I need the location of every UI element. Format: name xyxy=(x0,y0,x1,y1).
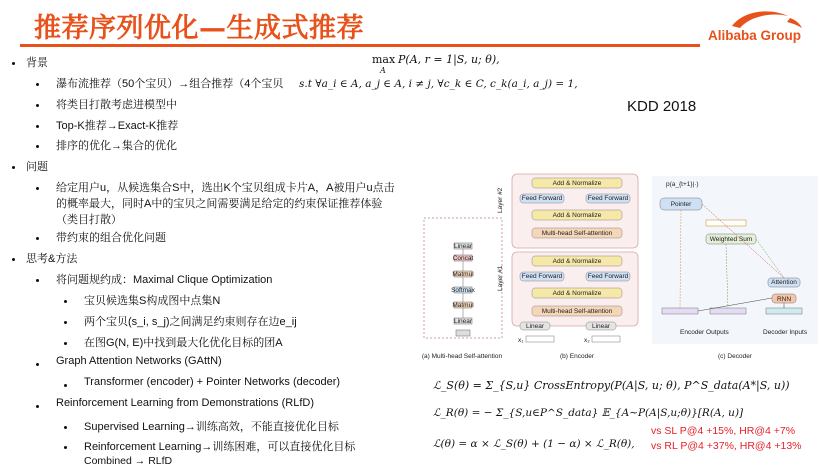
outline-item: Supervised Learning→训练高效，不能直接优化目标 xyxy=(84,421,339,433)
caption-c: (c) Decoder xyxy=(718,353,752,360)
encoder-output-vector xyxy=(662,308,698,314)
outline-item: Combined → RLfD xyxy=(84,455,173,467)
bullet-dot xyxy=(64,384,67,387)
formula-loss-r: ℒ_R(θ) = − Σ_{S,u∈P^S_data} 𝔼_{A∼P(A|S,u;θ)}[R(A, u)] xyxy=(433,407,744,419)
outline-item: 将问题规约成：Maximal Clique Optimization xyxy=(56,274,273,286)
slide-title: 推荐序列优化—生成式推荐 xyxy=(34,13,364,44)
bullet-dot xyxy=(64,426,67,429)
outline-item: 两个宝贝(s_i, s_j)之间满足约束则存在边e_ij xyxy=(84,316,297,328)
outline-item: 背景 xyxy=(26,57,48,69)
enc-block-label: Add & Normalize xyxy=(552,180,602,187)
attn-op-label: Softmax xyxy=(451,287,475,294)
enc-block-label: Feed Forward xyxy=(587,273,629,280)
bullet-dot xyxy=(36,187,39,190)
input-x2: x₂ xyxy=(584,337,590,344)
bullet-dot xyxy=(12,258,15,261)
attn-op-label: Linear xyxy=(453,243,473,250)
outline-item: Reinforcement Learning→训练困难，可以直接优化目标 xyxy=(84,441,356,453)
attention-diagram xyxy=(422,218,503,360)
weighted-sum-label: Weighted Sum xyxy=(709,236,753,243)
bullet-dot xyxy=(64,446,67,449)
attn-op-label: Concat xyxy=(452,255,474,262)
outline-item: Top-K推荐→Exact-K推荐 xyxy=(56,120,179,132)
outline-item: 宝贝候选集S构成图中点集N xyxy=(84,295,221,307)
input-x1: x₁ xyxy=(518,337,524,344)
attn-op-label: Matmul xyxy=(452,302,474,309)
enc-block-label: Add & Normalize xyxy=(552,290,602,297)
outline-item: 思考&方法 xyxy=(26,253,78,265)
formula-max: max xyxy=(372,53,396,66)
caption-a: (a) Multi-head Self-attention xyxy=(421,353,503,360)
enc-block-label: Feed Forward xyxy=(521,195,563,202)
attn-op-label: Linear xyxy=(453,318,473,325)
pointer-label: Pointer xyxy=(670,201,692,208)
enc-block-label: Add & Normalize xyxy=(552,212,602,219)
bullet-dot xyxy=(36,237,39,240)
bullet-dot xyxy=(36,145,39,148)
outline-item: 的概率最大，同时A中的宝贝之间需要满足给定的约束保证推荐体验 xyxy=(56,198,383,210)
outline-item: 瀑布流推荐（50个宝贝）→组合推荐（4个宝贝 xyxy=(56,78,284,90)
outline-item: 带约束的组合优化问题 xyxy=(56,232,166,244)
outline-item: 排序的优化→集合的优化 xyxy=(56,140,177,152)
bullet-dot xyxy=(36,125,39,128)
attn-op-label: Matmul xyxy=(452,271,474,278)
outline-item: Transformer (encoder) + Pointer Networks (decoder) xyxy=(84,376,341,388)
result-vs-rl: vs RL P@4 +37%, HR@4 +13% xyxy=(651,440,802,452)
formula-max-sub: A xyxy=(380,66,386,75)
formula-loss-s: ℒ_S(θ) = Σ_{S,u} CrossEntropy(P(A|S, u; θ), P^S_data(A*|S, u)) xyxy=(433,379,790,392)
enc-block-label: Feed Forward xyxy=(587,195,629,202)
formula-loss-total: ℒ(θ) = α × ℒ_S(θ) + (1 − α) × ℒ_R(θ), xyxy=(433,438,635,450)
embedding-vector xyxy=(592,336,620,342)
logo-text: Alibaba Group xyxy=(708,28,802,43)
bullet-dot xyxy=(36,83,39,86)
bullet-dot xyxy=(36,279,39,282)
outline-item: Graph Attention Networks (GAttN) xyxy=(56,355,222,367)
encoder-diagram xyxy=(497,174,638,360)
decoder-inputs-label: Decoder Inputs xyxy=(763,329,808,336)
attention-label: Attention xyxy=(771,279,797,286)
bullet-dot xyxy=(64,321,67,324)
bullet-dot xyxy=(36,104,39,107)
enc-block-label: Multi-head Self-attention xyxy=(541,308,613,315)
bullet-dot xyxy=(36,363,39,366)
caption-b: (b) Encoder xyxy=(560,353,594,360)
embedding-vector xyxy=(526,336,554,342)
bullet-dot xyxy=(12,62,15,65)
decoder-input-vector xyxy=(766,308,802,314)
enc-block-label: Feed Forward xyxy=(521,273,563,280)
architecture-figure xyxy=(420,168,820,364)
bullet-dot xyxy=(64,300,67,303)
context-vector xyxy=(706,220,746,226)
formula-constraint: s.t ∀a_i ∈ A, a_j ∈ A, i ≠ j, ∀c_k ∈ C, c_k(a_i, a_j) = 1, xyxy=(299,78,578,90)
decoder-prob: p(a_{t+1}|·) xyxy=(666,181,699,188)
outline-item: 将类目打散考虑进模型中 xyxy=(56,99,177,111)
linear-label: Linear xyxy=(591,323,611,330)
formula-objective: P(A, r = 1|S, u; θ), xyxy=(398,53,500,66)
decoder-diagram xyxy=(652,176,818,360)
encoder-output-vector xyxy=(710,308,746,314)
outline-item: Reinforcement Learning from Demonstrations (RLfD) xyxy=(56,397,314,409)
outline-item: 给定用户u，从候选集合S中，选出K个宝贝组成卡片A，A被用户u点击 xyxy=(56,182,395,194)
rnn-label: RNN xyxy=(776,296,792,303)
venue-label: KDD 2018 xyxy=(627,98,697,115)
bullet-dot xyxy=(12,166,15,169)
encoder-outputs-label: Encoder Outputs xyxy=(680,329,729,336)
bullet-dot xyxy=(64,342,67,345)
bullet-dot xyxy=(36,405,39,408)
result-vs-sl: vs SL P@4 +15%, HR@4 +7% xyxy=(651,425,796,437)
outline-item: 问题 xyxy=(26,161,48,173)
enc-block-label: Multi-head Self-attention xyxy=(541,230,613,237)
layer-1-label: Layer #1 xyxy=(497,265,504,291)
outline-item: 在图G(N, E)中找到最大化优化目标的团A xyxy=(84,337,283,349)
outline-item: （类目打散） xyxy=(56,214,122,226)
enc-block-label: Add & Normalize xyxy=(552,258,602,265)
layer-2-label: Layer #2 xyxy=(497,187,504,213)
linear-label: Linear xyxy=(525,323,545,330)
